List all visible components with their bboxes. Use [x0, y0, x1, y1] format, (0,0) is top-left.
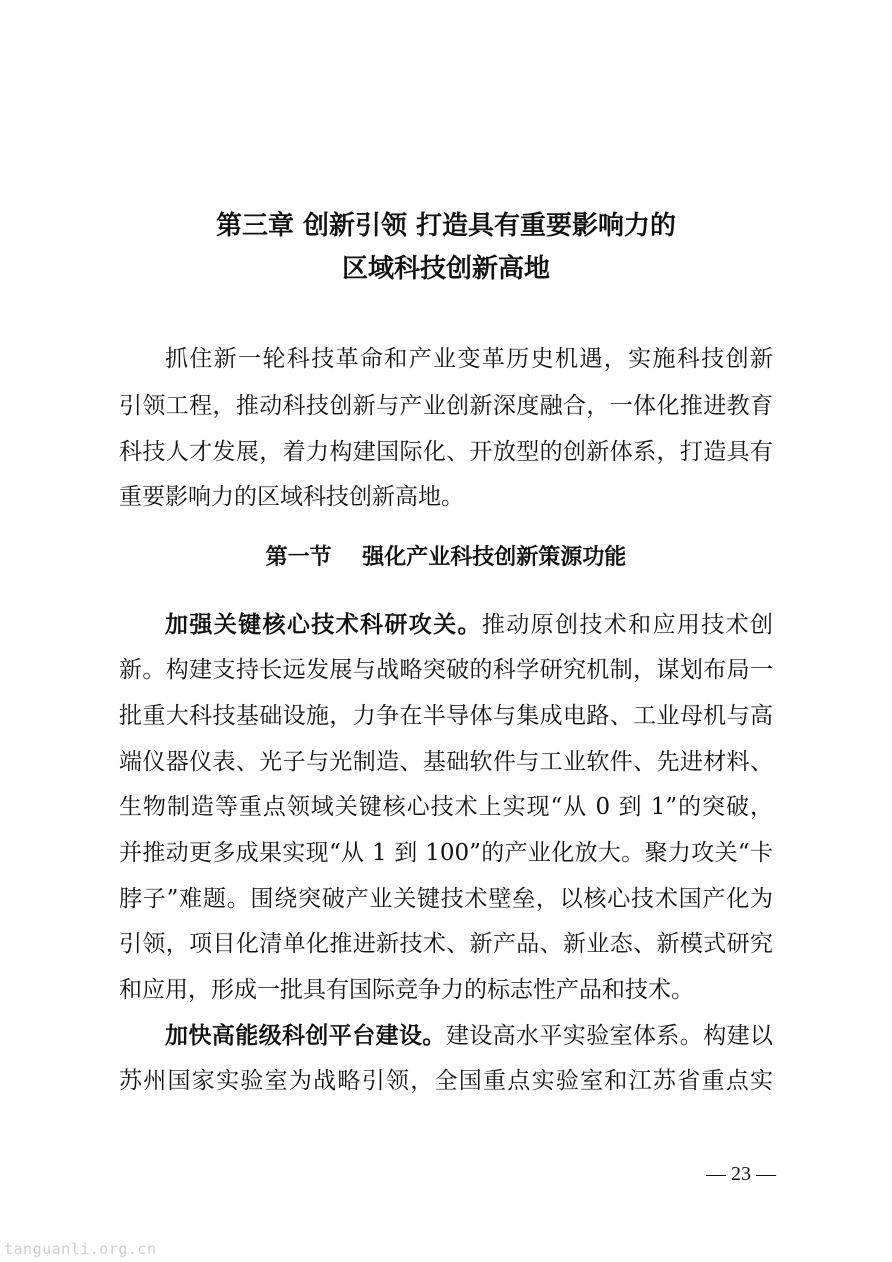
paragraph-line: 苏州国家实验室为战略引领，全国重点实验室和江苏省重点实: [119, 1068, 773, 1094]
paragraph-line: 新。构建支持长远发展与战略突破的科学研究机制，谋划布局一: [119, 657, 773, 683]
paragraph-text: 推动原创技术和应用技术创: [481, 612, 773, 638]
intro-line: 科技人才发展，着力构建国际化、开放型的创新体系，打造具有: [119, 439, 773, 465]
page-number: — 23 —: [706, 1163, 776, 1185]
intro-line: 引领工程，推动科技创新与产业创新深度融合，一体化推进教育: [119, 393, 773, 419]
paragraph-line: 并推动更多成果实现“从 1 到 100”的产业化放大。聚力攻关“卡: [119, 840, 773, 866]
paragraph-line: 端仪器仪表、光子与光制造、基础软件与工业软件、先进材料、: [119, 749, 773, 775]
paragraph-line: 引领，项目化清单化推进新技术、新产品、新业态、新模式研究: [119, 931, 773, 957]
paragraph-first-line: [165, 612, 773, 638]
paragraph-line: 脖子”难题。围绕突破产业关键技术壁垒，以核心技术国产化为: [119, 886, 773, 912]
paragraph-lead-heading: 加快高能级科创平台建设。: [165, 1023, 446, 1049]
chapter-title-line-2: 区域科技创新高地: [341, 254, 550, 284]
paragraph-line: 批重大科技基础设施，力争在半导体与集成电路、工业母机与高: [119, 703, 773, 729]
intro-line: 抓住新一轮科技革命和产业变革历史机遇，实施科技创新: [165, 346, 773, 372]
paragraph-text: 建设高水平实验室体系。构建以: [445, 1023, 773, 1049]
watermark-text: tanguanli.org.cn: [4, 1240, 157, 1258]
paragraph-lead-heading: 加强关键核心技术科研攻关。: [165, 612, 482, 638]
intro-line: 重要影响力的区域科技创新高地。: [119, 484, 464, 510]
paragraph-first-line: [165, 1023, 773, 1049]
chapter-title-line-1: 第三章 创新引领 打造具有重要影响力的: [215, 211, 677, 241]
paragraph-line: 生物制造等重点领域关键核心技术上实现“从 0 到 1”的突破，: [119, 794, 773, 820]
section-heading: 第一节 强化产业科技创新策源功能: [265, 545, 627, 570]
paragraph-line: 和应用，形成一批具有国际竞争力的标志性产品和技术。: [119, 977, 694, 1003]
